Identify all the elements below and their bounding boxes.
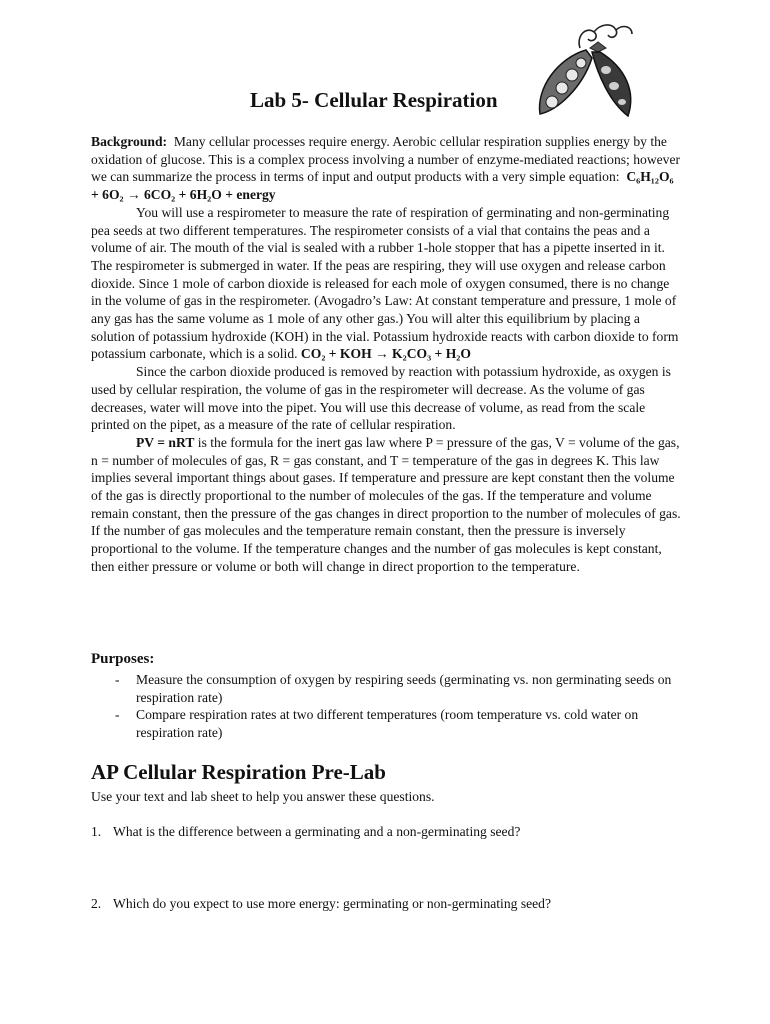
question-number: 2. [91,896,102,911]
gas-law-formula: PV = nRT [136,434,195,450]
question-text: Which do you expect to use more energy: germinating or non-germinating seed? [113,896,552,911]
prelab-instructions: Use your text and lab sheet to help you answer these questions. [91,789,435,804]
list-item [91,706,683,741]
gas-law-text: is the formula for the inert gas law where P = pressure of the gas, V = volume of the gas, n = number of molecules of gas, R = gas constant, and T = temperature of the gas in degrees K. This law implies several important things about gases. If temperature and pressure are kept constant then the volume of the gas is directly proportional to the number of molecules of the gas. If the temperature and volume remain constant, then the pressure of the gas changes in direct proportion to the number of molecules of gas. If the number of gas molecules and the temperature remain constant, then the pressure is inversely proportional to the volume. If the temperature changes and the number of gas molecules is kept constant, then either pressure or volume or both will change in direct proportion to the temperature. [91,434,681,574]
background-intro-text: Many cellular processes require energy. Aerobic cellular respiration supplies energy by the oxidation of glucose. This is a complex process involving a number of enzyme-mediated reactions; however we can summarize the process in terms of input and output products with a very simple equation: [91,134,681,185]
question-item [91,824,520,840]
pea-pod-illustration [528,18,648,128]
question-item [91,896,551,912]
bullet-dash: - [115,707,120,723]
gas-law-paragraph [91,434,683,576]
background-label: Background: [91,134,168,149]
question-text: What is the difference between a germinating and a non-germinating seed? [113,824,521,839]
purposes-list [91,671,683,742]
list-item [91,671,683,706]
bullet-dash: - [115,672,120,687]
purposes-heading: Purposes: [91,651,155,667]
purpose-text: Compare respiration rates at two different temperatures (room temperature vs. cold water on respiration rate) [136,707,639,741]
question-number: 1. [91,824,102,839]
page-title: Lab 5- Cellular Respiration [250,88,498,112]
purpose-text: Measure the consumption of oxygen by respiring seeds (germinating vs. non germinating seeds on respiration rate) [136,672,672,705]
prelab-heading: AP Cellular Respiration Pre-Lab [91,760,386,784]
background-intro [91,133,683,204]
volume-paragraph: Since the carbon dioxide produced is removed by reaction with potassium hydroxide, as oxygen is used by cellular respiration, the volume of gas in the respirometer will decrease. As the volume of gas decreases, water will move into the pipet. You will use this decrease of volume, as read from the scale printed on the pipet, as a measure of the rate of cellular respiration. [91,364,671,433]
background-section [91,133,683,576]
respirometer-paragraph [91,204,683,363]
respirometer-text: You will use a respirometer to measure the rate of respiration of germinating and non-germinating pea seeds at two different temperatures. The respirometer consists of a vial that contains the peas and a volume of air. The mouth of the vial is sealed with a rubber 1-hole stopper that has a pipette inserted in it. The respirometer is submerged in water. If the peas are respiring, they will use oxygen and release carbon dioxide. Since 1 mole of carbon dioxide is released for each mole of oxygen consumed, there is no change in the volume of gas in the respirometer. (Avogadro’s Law: At constant temperature and pressure, 1 mole of any gas has the same volume as 1 mole of any other gas.) You will alter this equilibrium by placing a solution of potassium hydroxide (KOH) in the vial. Potassium hydroxide reacts with carbon dioxide to form potassium carbonate, which is a solid. [91,204,679,362]
koh-equation: CO₂ + KOH → K₂CO₃ + H₂O [300,346,471,362]
glucose-equation: C₆H₁₂O₆ + 6O₂ → 6CO₂ + 6H₂O + energy [91,169,674,203]
